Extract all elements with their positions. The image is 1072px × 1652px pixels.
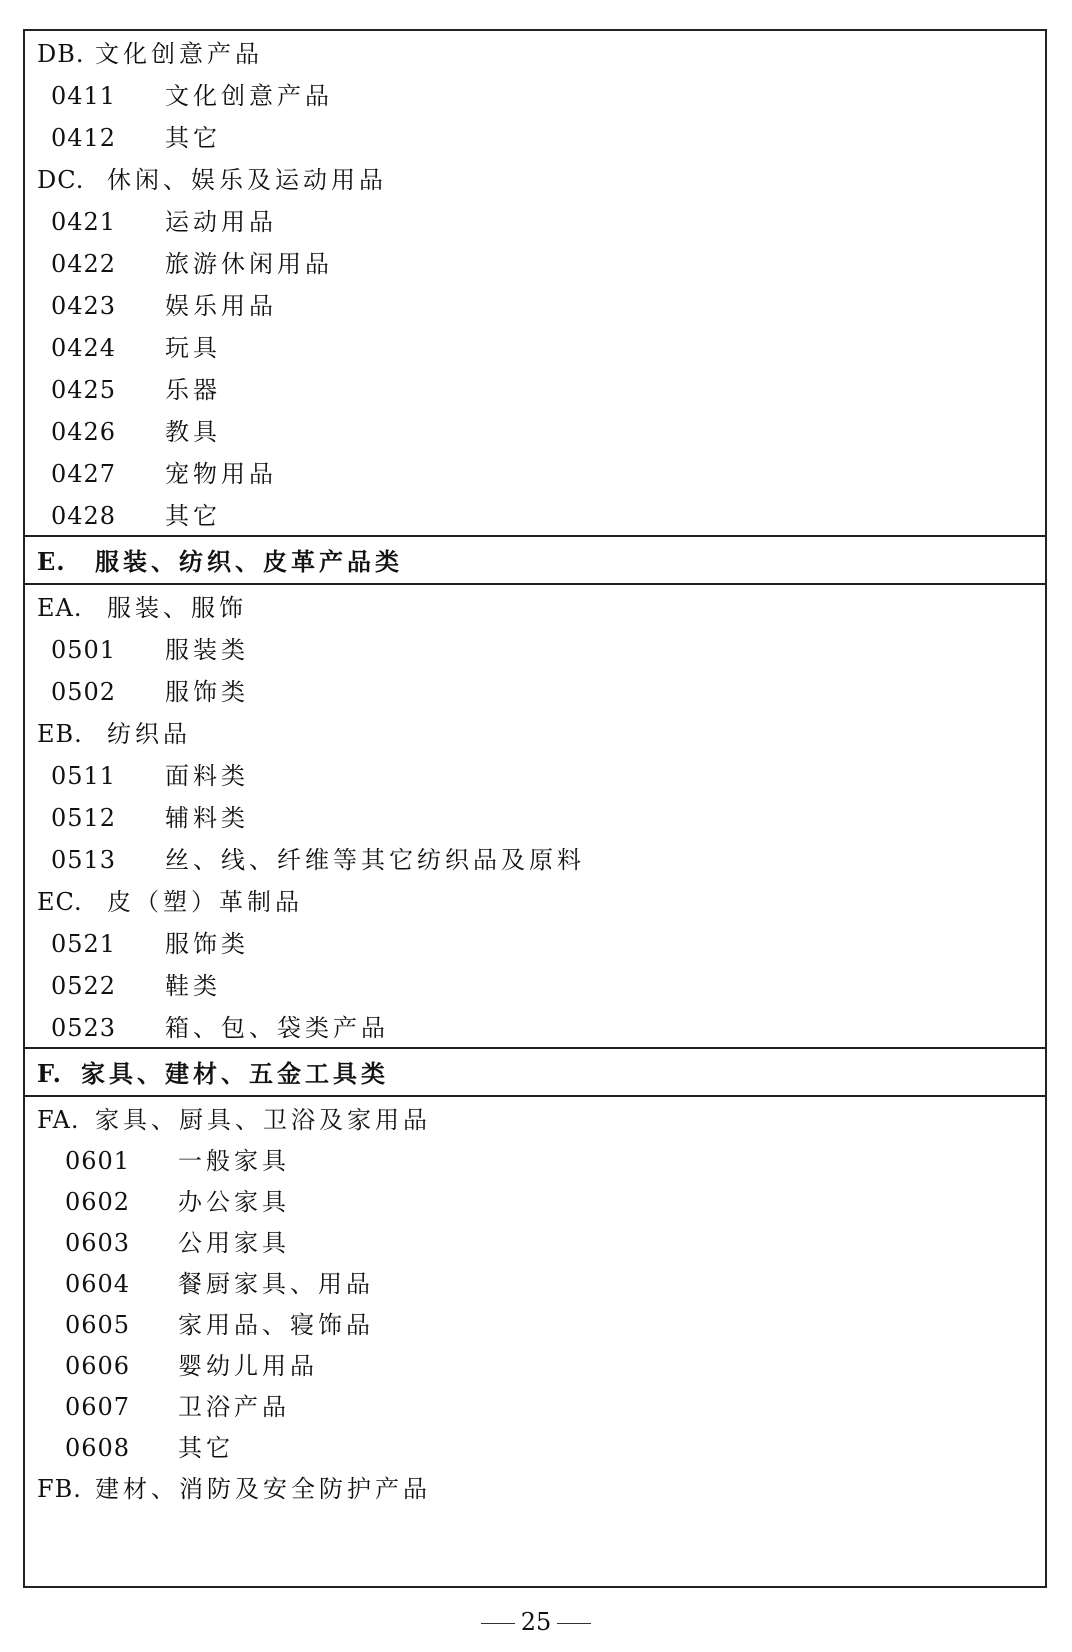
item-label: 旅游休闲用品 — [165, 250, 333, 278]
item-row — [25, 971, 1045, 1001]
subcategory-label: 文化创意产品 — [95, 40, 263, 68]
subcategory-row — [25, 165, 1045, 195]
item-label: 教具 — [165, 418, 221, 446]
item-label: 乐器 — [165, 376, 221, 404]
section-e-header — [25, 537, 1045, 584]
subcategory-label: 服装、服饰 — [107, 594, 247, 622]
section-f-body — [25, 1097, 1045, 1586]
item-row — [25, 1269, 1045, 1299]
item-label: 宠物用品 — [165, 460, 277, 488]
item-row — [25, 1228, 1045, 1258]
header-code: E. — [37, 547, 66, 576]
item-label: 办公家具 — [178, 1188, 290, 1216]
subcategory-row — [25, 1105, 1045, 1135]
section-e-body — [25, 585, 1045, 1048]
item-code: 0501 — [51, 636, 117, 664]
subcategory-code: DB. — [37, 40, 85, 68]
item-code: 0502 — [51, 678, 117, 706]
item-row — [25, 1187, 1045, 1217]
item-label: 箱、包、袋类产品 — [165, 1014, 389, 1042]
item-label: 其它 — [178, 1434, 234, 1462]
item-code: 0511 — [51, 762, 117, 790]
item-row — [25, 249, 1045, 279]
subcategory-code: FB. — [37, 1475, 82, 1503]
item-code: 0603 — [65, 1229, 131, 1257]
subcategory-row — [25, 887, 1045, 917]
item-row — [25, 207, 1045, 237]
item-code: 0412 — [51, 124, 117, 152]
item-code: 0512 — [51, 804, 117, 832]
item-row — [25, 1146, 1045, 1176]
category-header — [25, 547, 1045, 577]
item-code: 0422 — [51, 250, 117, 278]
subcategory-code: EB. — [37, 720, 83, 748]
item-row — [25, 677, 1045, 707]
item-label: 服装类 — [165, 636, 249, 664]
item-code: 0423 — [51, 292, 117, 320]
item-code: 0427 — [51, 460, 117, 488]
subcategory-label: 皮（塑）革制品 — [107, 888, 303, 916]
item-code: 0604 — [65, 1270, 131, 1298]
item-row — [25, 1433, 1045, 1463]
item-code: 0428 — [51, 502, 117, 530]
subcategory-row — [25, 39, 1045, 69]
item-label: 一般家具 — [178, 1147, 290, 1175]
item-label: 餐厨家具、用品 — [178, 1270, 374, 1298]
item-row — [25, 803, 1045, 833]
item-label: 丝、线、纤维等其它纺织品及原料 — [165, 846, 585, 874]
subcategory-label: 纺织品 — [107, 720, 191, 748]
item-row — [25, 1392, 1045, 1422]
header-label: 家具、建材、五金工具类 — [81, 1059, 389, 1088]
category-header — [25, 1059, 1045, 1089]
section-d-continued — [25, 31, 1045, 536]
page-number: 25 — [520, 1608, 552, 1636]
item-label: 服饰类 — [165, 930, 249, 958]
item-row — [25, 1013, 1045, 1043]
item-row — [25, 459, 1045, 489]
item-row — [25, 375, 1045, 405]
item-code: 0521 — [51, 930, 117, 958]
item-row — [25, 845, 1045, 875]
item-code: 0606 — [65, 1352, 131, 1380]
item-code: 0523 — [51, 1014, 117, 1042]
subcategory-label: 家具、厨具、卫浴及家用品 — [95, 1106, 431, 1134]
item-code: 0601 — [65, 1147, 131, 1175]
item-row — [25, 501, 1045, 531]
item-code: 0602 — [65, 1188, 131, 1216]
item-code: 0421 — [51, 208, 117, 236]
item-label: 面料类 — [165, 762, 249, 790]
item-row — [25, 291, 1045, 321]
item-code: 0513 — [51, 846, 117, 874]
item-label: 公用家具 — [178, 1229, 290, 1257]
header-code: F. — [37, 1059, 62, 1088]
item-label: 卫浴产品 — [178, 1393, 290, 1421]
item-code: 0425 — [51, 376, 117, 404]
item-label: 运动用品 — [165, 208, 277, 236]
subcategory-code: FA. — [37, 1106, 80, 1134]
header-label: 服装、纺织、皮革产品类 — [95, 547, 403, 576]
subcategory-row — [25, 719, 1045, 749]
item-code: 0605 — [65, 1311, 131, 1339]
item-label: 辅料类 — [165, 804, 249, 832]
subcategory-row — [25, 1474, 1045, 1504]
item-row — [25, 761, 1045, 791]
item-label: 鞋类 — [165, 972, 221, 1000]
item-label: 文化创意产品 — [165, 82, 333, 110]
footer-dash-right — [557, 1623, 591, 1624]
item-code: 0608 — [65, 1434, 131, 1462]
classification-table — [23, 29, 1047, 1588]
item-row — [25, 929, 1045, 959]
item-row — [25, 1351, 1045, 1381]
item-label: 其它 — [165, 124, 221, 152]
item-code: 0411 — [51, 82, 117, 110]
item-label: 服饰类 — [165, 678, 249, 706]
item-row — [25, 81, 1045, 111]
subcategory-code: EC. — [37, 888, 83, 916]
subcategory-code: EA. — [37, 594, 83, 622]
item-code: 0607 — [65, 1393, 131, 1421]
item-row — [25, 417, 1045, 447]
item-label: 娱乐用品 — [165, 292, 277, 320]
item-row — [25, 1310, 1045, 1340]
item-code: 0426 — [51, 418, 117, 446]
item-label: 家用品、寝饰品 — [178, 1311, 374, 1339]
item-code: 0424 — [51, 334, 117, 362]
item-row — [25, 635, 1045, 665]
section-f-header — [25, 1049, 1045, 1096]
item-row — [25, 333, 1045, 363]
item-label: 玩具 — [165, 334, 221, 362]
subcategory-code: DC. — [37, 166, 85, 194]
item-code: 0522 — [51, 972, 117, 1000]
page-footer — [0, 1607, 1072, 1637]
item-label: 婴幼儿用品 — [178, 1352, 318, 1380]
footer-dash-left — [481, 1623, 515, 1624]
subcategory-row — [25, 593, 1045, 623]
subcategory-label: 建材、消防及安全防护产品 — [95, 1475, 431, 1503]
item-row — [25, 123, 1045, 153]
item-label: 其它 — [165, 502, 221, 530]
subcategory-label: 休闲、娱乐及运动用品 — [107, 166, 387, 194]
